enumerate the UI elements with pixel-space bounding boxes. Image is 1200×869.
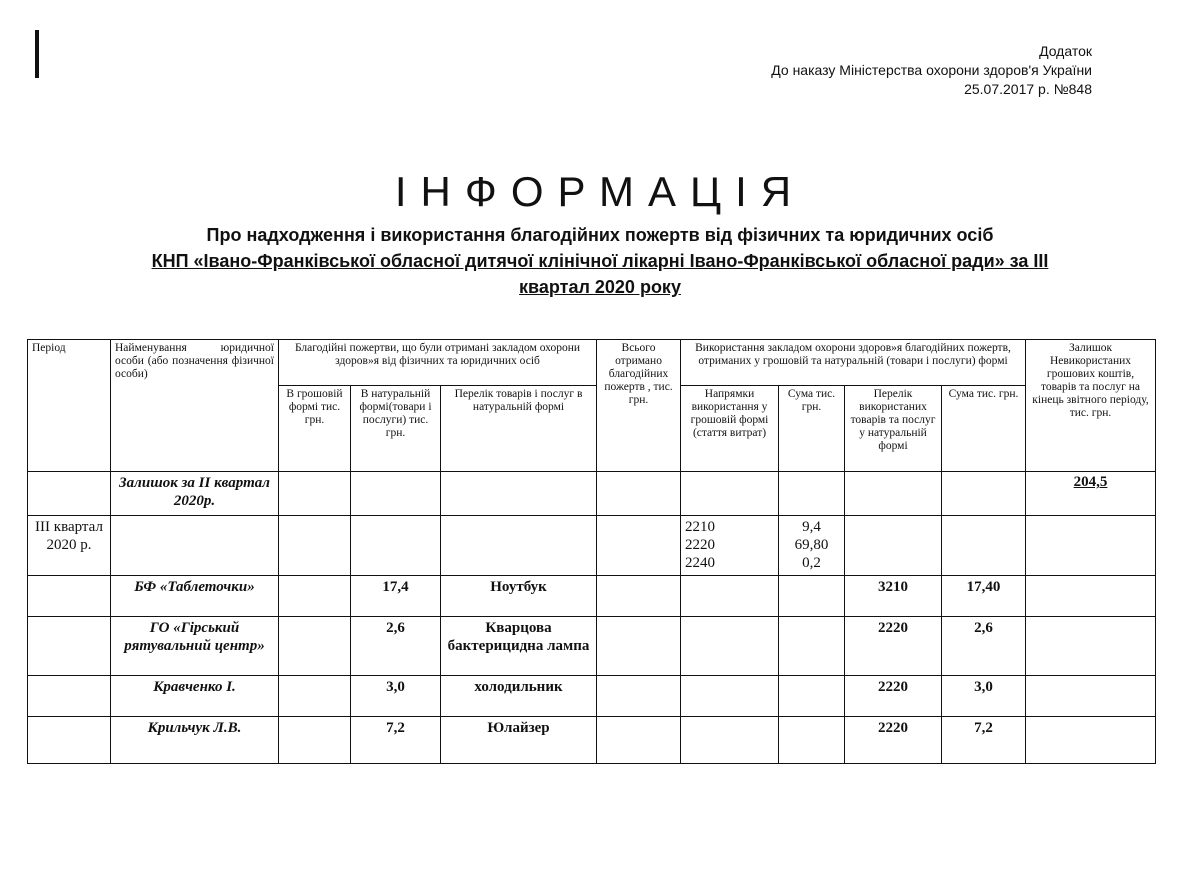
cash-usage-row [28,516,1156,576]
cash-usage-code: 2240 [685,555,716,571]
header-cash: В грошовій формі тис. грн. [279,386,351,472]
goods-description: Ноутбук [441,576,597,617]
table-row [28,676,1156,717]
usage-sum: 17,40 [942,576,1026,617]
cash-usage-sum: 0,2 [802,555,821,571]
usage-code: 2220 [845,717,942,764]
header-period: Період [28,340,111,472]
opening-balance-value: 204,5 [1026,472,1156,516]
annex-header [771,42,1092,99]
header-usage-group: Використання закладом охорони здоров»я благодійних пожертв, отриманих у грошовій та натуральній (товари і послуги) формі [681,340,1026,386]
usage-code: 2220 [845,617,942,676]
cash-usage-codes [681,516,779,576]
header-received-group: Благодійні пожертви, що були отримані закладом охорони здоров»я від фізичних та юридичних осіб [279,340,597,386]
annex-line-3: 25.07.2017 р. №848 [964,81,1092,97]
header-used-list: Перелік використаних товарів та послуг у натуральній формі [845,386,942,472]
natural-amount: 17,4 [351,576,441,617]
cash-usage-sums [779,516,845,576]
natural-amount: 7,2 [351,717,441,764]
subtitle-line-3: квартал 2020 року [519,277,681,297]
donor-name: ГО «Гірський рятувальний центр» [111,617,279,676]
scan-edge-mark [35,30,39,78]
cash-usage-code: 2220 [685,537,716,553]
goods-description: Юлайзер [441,717,597,764]
natural-amount: 2,6 [351,617,441,676]
annex-line-2: До наказу Міністерства охорони здоров'я України [771,62,1092,78]
document-title: ІНФОРМАЦІЯ [394,168,806,215]
cash-usage-code: 2210 [685,519,716,535]
goods-description: Кварцова бактерицидна лампа [441,617,597,676]
usage-code: 2220 [845,676,942,717]
header-direction: Напрямки використання у грошовій формі (стаття витрат) [681,386,779,472]
donations-table [27,339,1156,764]
donor-name: БФ «Таблеточки» [111,576,279,617]
subtitle-line-2: КНП «Івано-Франківської обласної дитячої клінічної лікарні Івано-Франківської обласної ради» за ІІІ [151,251,1049,271]
opening-balance-label: Залишок за ІІ квартал 2020р. [111,472,279,516]
annex-line-1: Додаток [1039,43,1092,59]
table-row [28,717,1156,764]
header-goods-list: Перелік товарів і послуг в натуральній формі [441,386,597,472]
header-name: Найменування юридичної особи (або позначення фізичної особи) [111,340,279,472]
header-natural: В натуральній формі(товари і послуги) тис. грн. [351,386,441,472]
header-row-1 [28,340,1156,386]
donor-name: Крильчук Л.В. [111,717,279,764]
usage-sum: 2,6 [942,617,1026,676]
period-label: ІІІ квартал 2020 р. [28,516,111,576]
header-total: Всього отримано благодійних пожертв , тис. грн. [597,340,681,472]
usage-sum: 3,0 [942,676,1026,717]
donor-name: Кравченко І. [111,676,279,717]
document-subtitle [100,222,1100,300]
subtitle-line-1: Про надходження і використання благодійних пожертв від фізичних та юридичних осіб [206,225,994,245]
table-row [28,617,1156,676]
table-row [28,576,1156,617]
header-sum-2: Сума тис. грн. [942,386,1026,472]
header-balance: Залишок Невикористаних грошових коштів, товарів та послуг на кінець звітного періоду, тис. грн. [1026,340,1156,472]
natural-amount: 3,0 [351,676,441,717]
header-sum-1: Сума тис. грн. [779,386,845,472]
cash-usage-sum: 69,80 [794,537,829,553]
usage-code: 3210 [845,576,942,617]
usage-sum: 7,2 [942,717,1026,764]
cash-usage-sum: 9,4 [802,519,821,535]
opening-balance-row [28,472,1156,516]
goods-description: холодильник [441,676,597,717]
